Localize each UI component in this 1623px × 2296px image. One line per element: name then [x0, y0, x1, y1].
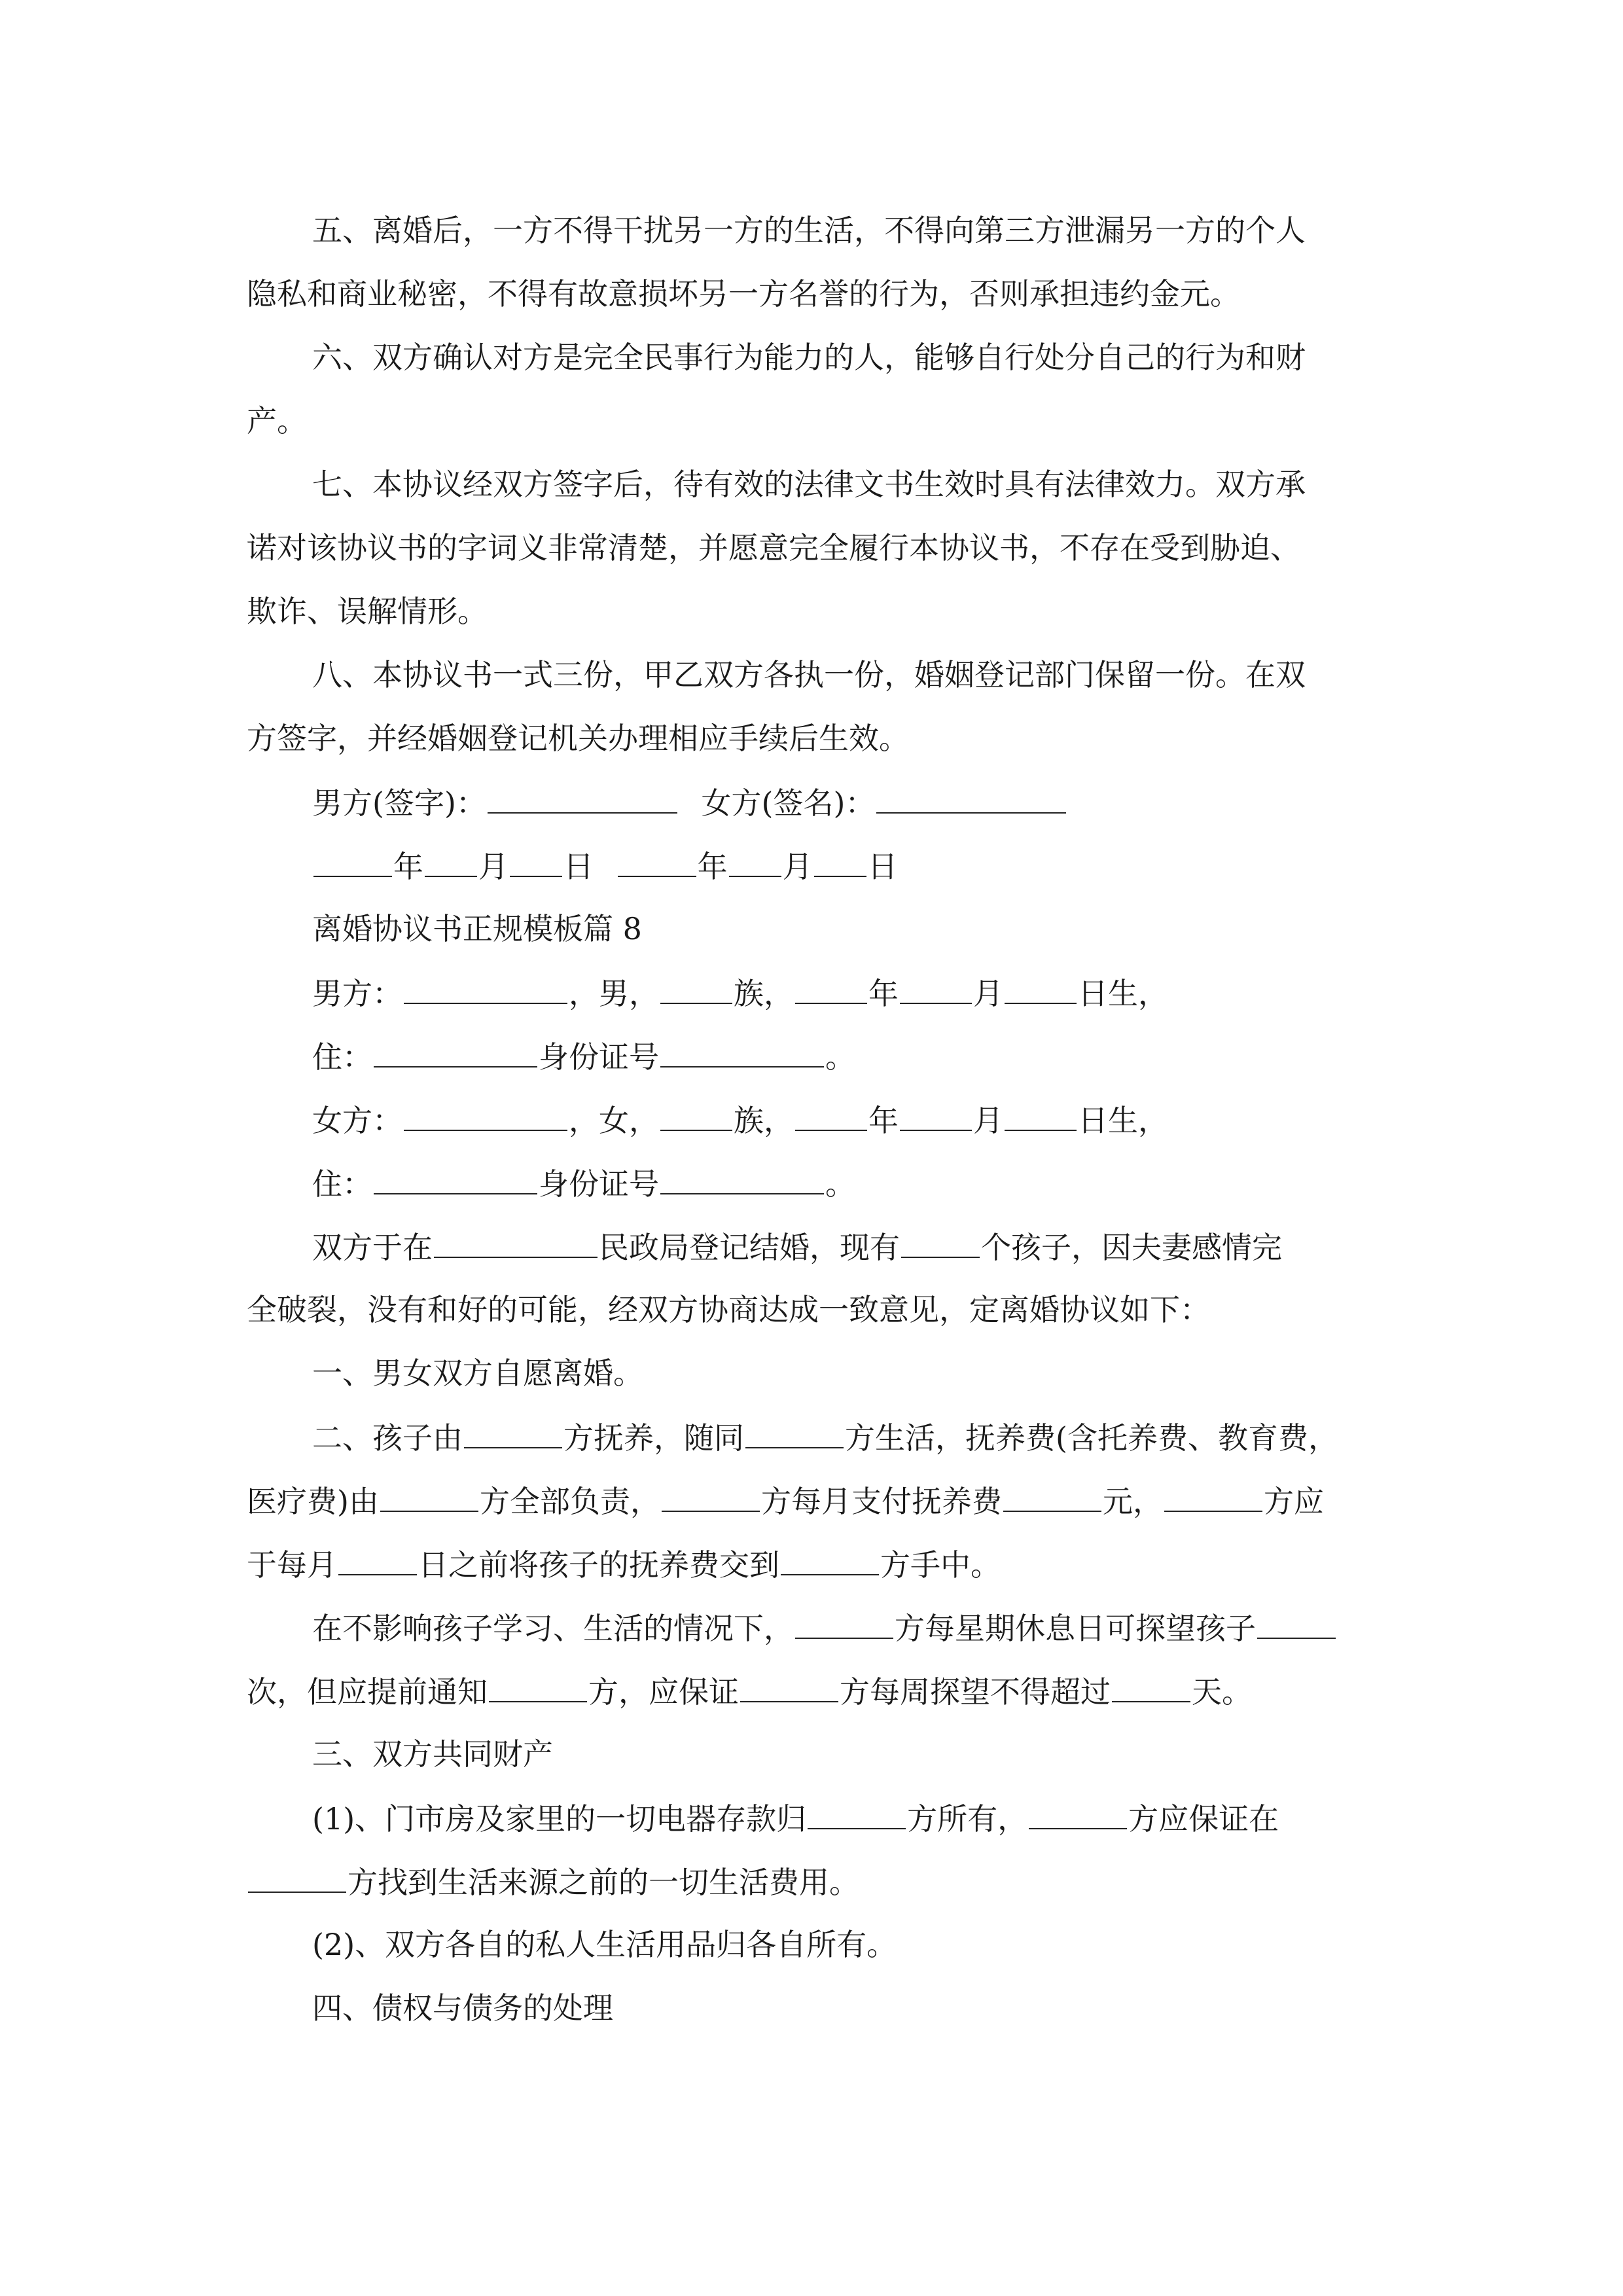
male-address-blank[interactable]	[374, 1036, 537, 1067]
male-address-line	[312, 1036, 855, 1077]
text: 方应保证在	[1128, 1801, 1279, 1837]
visit-line-2	[247, 1671, 1252, 1712]
text: 身份证号	[539, 1039, 659, 1075]
female-address-line	[312, 1163, 855, 1204]
property-2	[312, 1925, 897, 1964]
blank[interactable]	[425, 846, 477, 877]
text: 月	[782, 849, 813, 884]
clause-8-line-1	[312, 655, 1306, 694]
female-info-line	[312, 1100, 1168, 1140]
clause-8-line-2	[247, 719, 909, 758]
clause-7-line-3	[247, 592, 488, 631]
blank[interactable]	[338, 1544, 417, 1575]
female-signature-blank[interactable]	[876, 782, 1066, 814]
blank[interactable]	[795, 1100, 867, 1131]
blank[interactable]	[618, 846, 696, 877]
text: 方抚养，随同	[563, 1420, 744, 1456]
clause-7-line-2	[247, 528, 1300, 567]
text: 六、双方确认对方是完全民事行为能力的人，能够自行处分自己的行为和财	[312, 340, 1306, 375]
blank[interactable]	[1112, 1671, 1190, 1702]
female-signature-label: 女方(签名)：	[701, 785, 876, 821]
text: 元，	[1102, 1484, 1163, 1519]
blank[interactable]	[808, 1798, 906, 1829]
text: 月	[478, 849, 508, 884]
text: 日生，	[1078, 976, 1168, 1011]
blank[interactable]	[510, 846, 562, 877]
text: 个孩子，因夫妻感情完	[981, 1230, 1282, 1265]
section-2-line-1	[312, 1417, 1338, 1458]
blank[interactable]	[660, 973, 732, 1004]
text: 月	[973, 1103, 1003, 1138]
text: 方手中。	[880, 1547, 1001, 1583]
text: 方，应保证	[588, 1674, 739, 1710]
property-1-line-1	[312, 1798, 1279, 1839]
blank[interactable]	[662, 1480, 760, 1512]
blank[interactable]	[795, 973, 867, 1004]
blank[interactable]	[1003, 1480, 1101, 1512]
text: (2)、双方各自的私人生活用品归各自所有。	[312, 1927, 897, 1962]
text: 七、本协议经双方签字后，待有效的法律文书生效时具有法律效力。双方承	[312, 467, 1306, 502]
blank[interactable]	[745, 1417, 844, 1448]
text: 身份证号	[539, 1166, 659, 1202]
clause-5-line-1	[312, 211, 1306, 250]
section-4	[312, 1988, 613, 2028]
text: 方全部负责，	[479, 1484, 660, 1519]
text: 方每周探望不得超过	[840, 1674, 1111, 1710]
text: 日生，	[1078, 1103, 1168, 1138]
text: 三、双方共同财产	[312, 1736, 553, 1772]
text: (1)、门市房及家里的一切电器存款归	[312, 1801, 807, 1837]
text: 八、本协议书一式三份，甲乙双方各执一份，婚姻登记部门保留一份。在双	[312, 657, 1306, 692]
blank[interactable]	[1005, 973, 1077, 1004]
text: 方所有，	[907, 1801, 1028, 1837]
blank[interactable]	[781, 1544, 879, 1575]
text: 全破裂，没有和好的可能，经双方协商达成一致意见，定离婚协议如下：	[247, 1292, 1210, 1327]
blank[interactable]	[434, 1227, 597, 1258]
blank[interactable]	[814, 846, 866, 877]
male-signature-blank[interactable]	[488, 782, 677, 814]
section-2-line-3	[247, 1544, 1001, 1585]
clause-6-line-2	[247, 401, 307, 440]
text: 次，但应提前通知	[247, 1674, 488, 1710]
blank[interactable]	[464, 1417, 562, 1448]
section-1	[312, 1354, 643, 1393]
text: 日之前将孩子的抚养费交到	[418, 1547, 779, 1583]
text: 四、债权与债务的处理	[312, 1990, 613, 2026]
text: 民政局登记结婚，现有	[599, 1230, 900, 1265]
text: 方每月支付抚养费	[760, 1484, 1002, 1519]
blank[interactable]	[380, 1480, 478, 1512]
clause-5-line-2	[247, 274, 1240, 314]
text: 欺诈、误解情形。	[247, 594, 488, 629]
signature-date-line	[312, 846, 898, 886]
blank[interactable]	[740, 1671, 838, 1702]
text: 族，	[734, 976, 794, 1011]
text: 于每月	[247, 1547, 337, 1583]
text: 月	[973, 976, 1003, 1011]
blank[interactable]	[795, 1607, 893, 1639]
blank[interactable]	[900, 1100, 972, 1131]
blank[interactable]	[248, 1861, 346, 1893]
blank[interactable]	[729, 846, 781, 877]
text: 五、离婚后，一方不得干扰另一方的生活，不得向第三方泄漏另一方的个人	[312, 213, 1306, 248]
section-2-line-2	[247, 1480, 1324, 1521]
intro-line-2	[247, 1290, 1210, 1329]
female-address-blank[interactable]	[374, 1163, 537, 1194]
blank[interactable]	[1029, 1798, 1127, 1829]
text: 方签字，并经婚姻登记机关办理相应手续后生效。	[247, 721, 909, 756]
text: 男方：	[312, 976, 402, 1011]
text: 方每星期休息日可探望孩子	[895, 1611, 1256, 1646]
blank[interactable]	[900, 973, 972, 1004]
text: 住：	[312, 1039, 372, 1075]
clause-6-line-1	[312, 338, 1306, 377]
text: 二、孩子由	[312, 1420, 463, 1456]
section-3	[312, 1734, 553, 1774]
female-name-blank[interactable]	[404, 1100, 567, 1131]
blank[interactable]	[1164, 1480, 1262, 1512]
blank[interactable]	[1005, 1100, 1077, 1131]
blank[interactable]	[313, 846, 392, 877]
text: 在不影响孩子学习、生活的情况下，	[312, 1611, 794, 1646]
section-title	[312, 909, 642, 948]
male-info-line	[312, 973, 1168, 1013]
text: 年	[393, 849, 423, 884]
text: 族，	[734, 1103, 794, 1138]
visit-line-1	[312, 1607, 1337, 1648]
intro-line-1	[312, 1227, 1282, 1267]
property-1-line-2	[247, 1861, 859, 1902]
text: ，女，	[569, 1103, 659, 1138]
blank[interactable]	[901, 1227, 980, 1258]
female-id-blank[interactable]	[660, 1163, 824, 1194]
male-id-blank[interactable]	[660, 1036, 824, 1067]
blank[interactable]	[489, 1671, 587, 1702]
text: 离婚协议书正规模板篇 8	[312, 911, 642, 946]
text: 医疗费)由	[247, 1484, 379, 1519]
text: 方应	[1263, 1484, 1324, 1519]
text: 天。	[1192, 1674, 1252, 1710]
signature-line	[312, 782, 1067, 823]
text: 产。	[247, 403, 307, 439]
text: 。	[825, 1166, 855, 1202]
male-signature-label: 男方(签字)：	[312, 785, 486, 821]
text: 年	[697, 849, 728, 884]
text: 方找到生活来源之前的一切生活费用。	[348, 1865, 859, 1900]
text: 诺对该协议书的字词义非常清楚，并愿意完全履行本协议书，不存在受到胁迫、	[247, 530, 1300, 565]
blank[interactable]	[660, 1100, 732, 1131]
text: 年	[868, 976, 899, 1011]
text: 方生活，抚养费(含托养费、教育费，	[845, 1420, 1338, 1456]
clause-7-line-1	[312, 465, 1306, 504]
text: 年	[868, 1103, 899, 1138]
text: ，男，	[569, 976, 659, 1011]
text: 一、男女双方自愿离婚。	[312, 1355, 643, 1391]
text: 女方：	[312, 1103, 402, 1138]
text: 。	[825, 1039, 855, 1075]
text: 双方于在	[312, 1230, 433, 1265]
blank[interactable]	[1257, 1607, 1336, 1639]
text: 日	[563, 849, 594, 884]
male-name-blank[interactable]	[404, 973, 567, 1004]
text: 住：	[312, 1166, 372, 1202]
text: 隐私和商业秘密，不得有故意损坏另一方名誉的行为，否则承担违约金元。	[247, 276, 1240, 312]
text: 日	[867, 849, 898, 884]
